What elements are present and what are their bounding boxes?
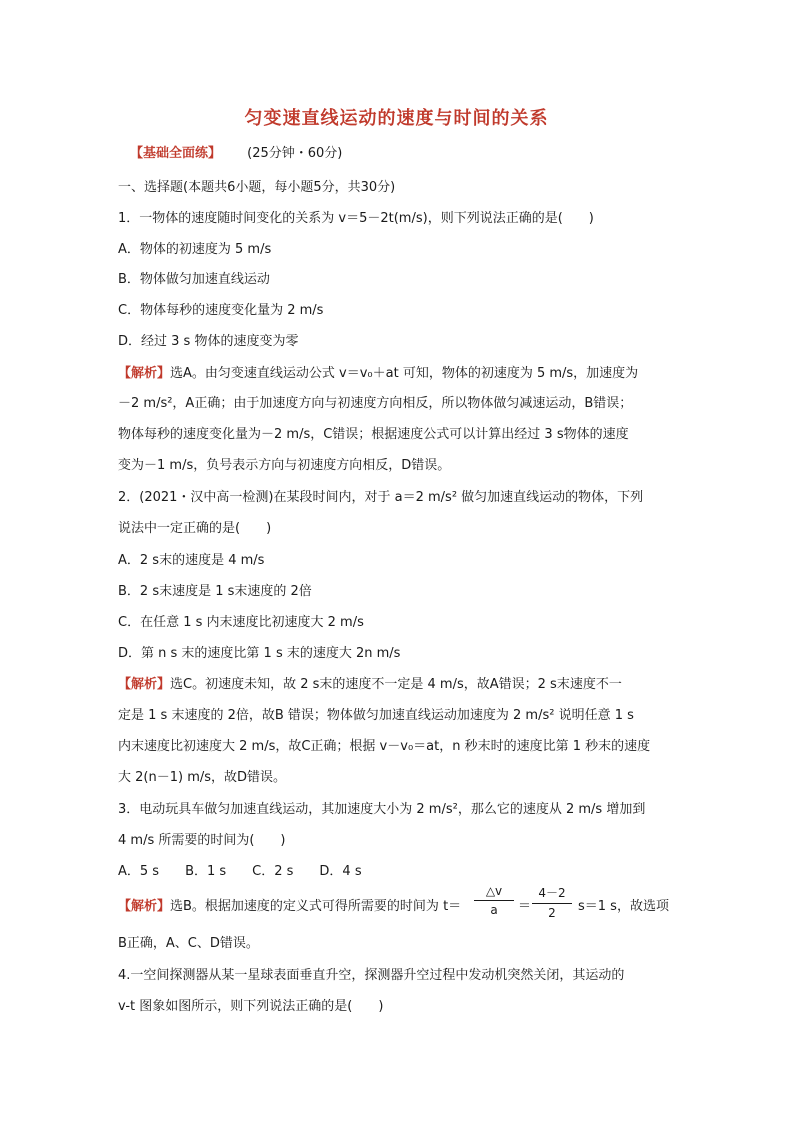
part-heading: 一、选择题(本题共6小题，每小题5分，共30分) — [118, 180, 396, 195]
explain-tag: 【解析】 — [118, 899, 171, 914]
q2-analysis-line-2: 定是 1 s 末速度的 2倍，故B 错误；物体做匀加速直线运动加速度为 2 m/s² 说明任意 1 s — [118, 708, 634, 723]
q1-analysis-line-4: 变为－1 m/s，负号表示方向与初速度方向相反，D错误。 — [118, 458, 451, 473]
q2-option-d: D．第 n s 末的速度比第 1 s 末的速度大 2n m/s — [118, 646, 401, 661]
q2-stem-line-2: 说法中一定正确的是( ) — [118, 521, 272, 536]
explain-tag: 【解析】 — [118, 366, 171, 381]
q1-analysis-line-2: －2 m/s²，A正确；由于加速度方向与初速度方向相反，所以物体做匀减速运动，B错误； — [118, 396, 633, 411]
q3-analysis-line-2: B正确，A、C、D错误。 — [118, 936, 259, 951]
q3-options: A．5 s B．1 s C．2 s D．4 s — [118, 864, 362, 879]
q2-option-b: B．2 s末速度是 1 s末速度的 2倍 — [118, 584, 312, 599]
q2-analysis-line-4: 大 2(n－1) m/s，故D错误。 — [118, 770, 287, 785]
q2-analysis-line-1: 【解析】选C。初速度未知，故 2 s末的速度不一定是 4 m/s，故A错误；2 s末速度不一 — [118, 677, 622, 692]
section-time: (25分钟・60分) — [247, 146, 343, 161]
q2-analysis-line-3: 内末速度比初速度大 2 m/s，故C正确；根据 v－v₀＝at，n 秒末时的速度比第 1 秒末的速度 — [118, 739, 651, 754]
q1-analysis-line-1: 【解析】选A。由匀变速直线运动公式 v＝v₀＋at 可知，物体的初速度为 5 m/s，加速度为 — [118, 366, 639, 381]
q1-option-d: D．经过 3 s 物体的速度变为零 — [118, 334, 299, 349]
q2-option-c: C．在任意 1 s 内末速度比初速度大 2 m/s — [118, 615, 364, 630]
q1-option-c: C．物体每秒的速度变化量为 2 m/s — [118, 303, 324, 318]
q4-stem-line-1: 4.一空间探测器从某一星球表面垂直升空，探测器升空过程中发动机突然关闭，其运动的 — [118, 968, 625, 983]
section-header — [130, 146, 342, 162]
fraction-dv-over-a: △v a — [474, 884, 514, 917]
q3-analysis-line-1: 【解析】选B。根据加速度的定义式可得所需要的时间为 t＝ — [118, 899, 462, 914]
q1-stem: 1．一物体的速度随时间变化的关系为 v＝5－2t(m/s)，则下列说法正确的是( ) — [118, 211, 594, 226]
page-title: 匀变速直线运动的速度与时间的关系 — [244, 108, 549, 129]
fraction-4-2-over-2: 4－2 2 — [532, 884, 572, 920]
section-tag: 【基础全面练】 — [130, 146, 222, 161]
q2-stem-line-1: 2．(2021・汉中高一检测)在某段时间内，对于 a＝2 m/s² 做匀加速直线运动的物体，下列 — [118, 490, 644, 505]
q3-stem-line-1: 3．电动玩具车做匀加速直线运动，其加速度大小为 2 m/s²，那么它的速度从 2 m/s 增加到 — [118, 802, 646, 817]
q4-stem-line-2: v-t 图象如图所示，则下列说法正确的是( ) — [118, 999, 384, 1014]
q1-option-a: A．物体的初速度为 5 m/s — [118, 242, 272, 257]
q3-stem-line-2: 4 m/s 所需要的时间为( ) — [118, 833, 286, 848]
q1-option-b: B．物体做匀加速直线运动 — [118, 272, 270, 287]
explain-tag: 【解析】 — [118, 677, 171, 692]
equals-sign: ＝ — [518, 899, 532, 914]
q1-analysis-line-3: 物体每秒的速度变化量为－2 m/s，C错误；根据速度公式可以计算出经过 3 s物体的速度 — [118, 427, 629, 442]
q2-option-a: A．2 s末的速度是 4 m/s — [118, 553, 265, 568]
q3-analysis-tail: s＝1 s，故选项 — [578, 899, 669, 914]
